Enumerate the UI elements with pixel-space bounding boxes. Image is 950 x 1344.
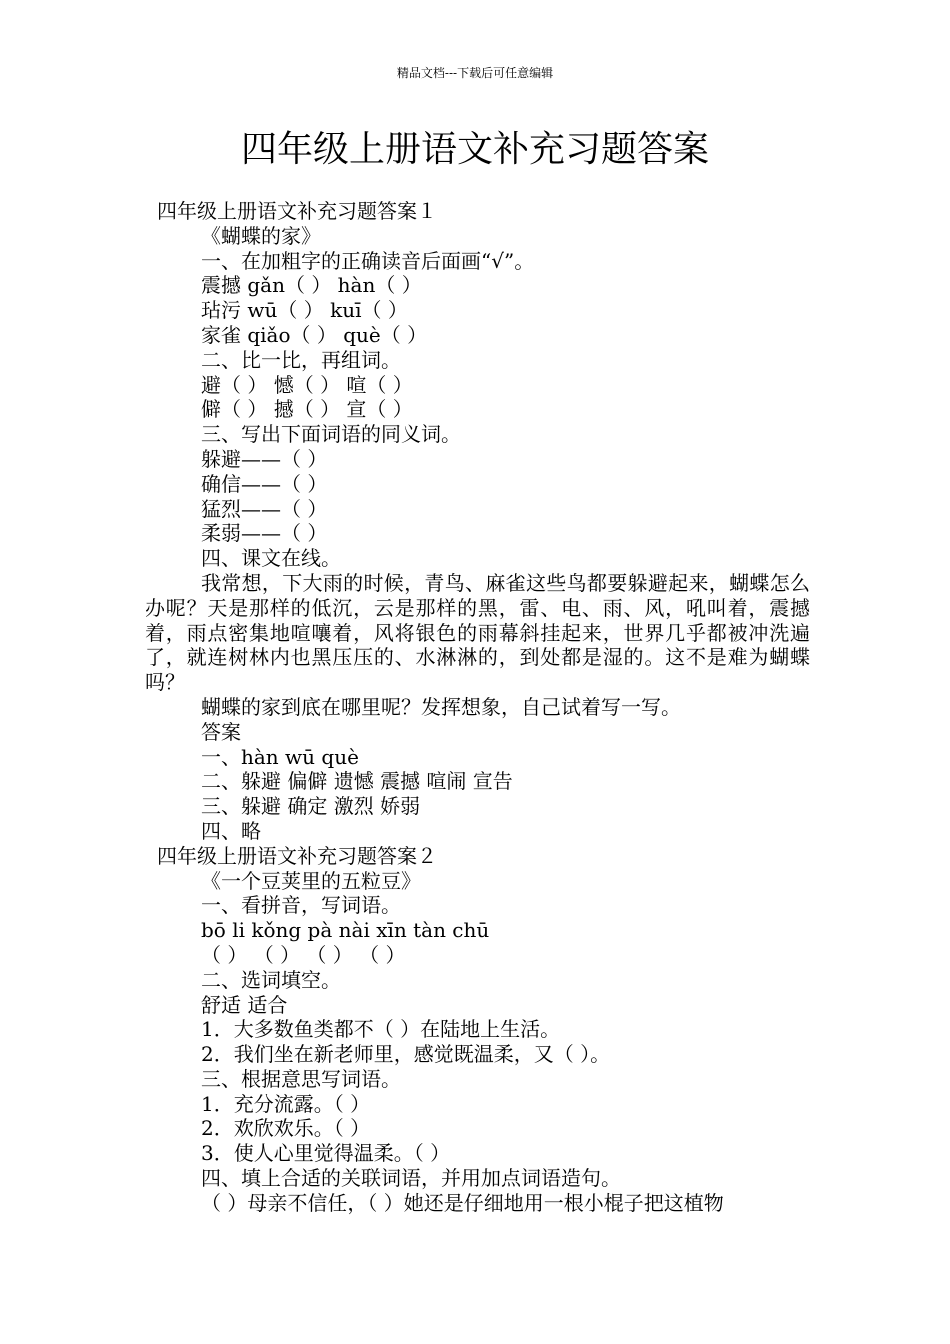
- text-line: 1．大多数鱼类都不（ ）在陆地上生活。: [201, 1017, 561, 1042]
- text-line: 2．我们坐在新老师里，感觉既温柔，又（ ）。: [201, 1042, 611, 1067]
- text-line: 1．充分流露。（ ）: [201, 1091, 371, 1116]
- text-line: 二、比一比，再组词。: [201, 347, 401, 372]
- answer-heading: 答案: [201, 719, 241, 744]
- text-line: 舒适 适合: [201, 992, 288, 1017]
- section-heading: 四年级上册语文补充习题答案１: [157, 199, 437, 223]
- document-title: 四年级上册语文补充习题答案: [240, 129, 709, 170]
- answer-line: 一、hàn wū què: [201, 744, 359, 769]
- text-line: 柔弱——（ ）: [201, 521, 328, 546]
- section-heading: 四年级上册语文补充习题答案２: [157, 843, 437, 868]
- text-line: 四、填上合适的关联词语，并用加点词语造句。: [201, 1166, 621, 1191]
- text-line: 《蝴蝶的家》: [201, 223, 321, 248]
- text-line: 确信——（ ）: [201, 471, 328, 496]
- text-line: （ ） （ ） （ ） （ ）: [201, 942, 406, 967]
- text-line: 蝴蝶的家到底在哪里呢？发挥想象，自己试着写一写。: [201, 694, 681, 719]
- reading-passage: 我常想，下大雨的时候，青鸟、麻雀这些鸟都要躲避起来，蝴蝶怎么办呢？天是那样的低沉，云是那样的黑，雷、电、雨、风，吼叫着，震撼着，雨点密集地喧嚷着，风将银色的雨幕斜挂起来，世界几乎都被冲洗遍了，就连树林内也黑压压的、水淋淋的，到处都是湿的。这不是难为蝴蝶吗？: [145, 570, 810, 695]
- text-line: 三、写出下面词语的同义词。: [201, 422, 461, 447]
- text-line: 三、根据意思写词语。: [201, 1066, 401, 1091]
- answer-line: 二、躲避 偏僻 遗憾 震撼 喧闹 宣告: [201, 769, 513, 794]
- text-line: 家雀 qiǎo（ ） què（ ）: [201, 322, 428, 347]
- text-line: 四、课文在线。: [201, 546, 341, 571]
- answer-line: 三、躲避 确定 激烈 娇弱: [201, 794, 421, 819]
- text-line: 躲避——（ ）: [201, 446, 328, 471]
- text-line: 二、选词填空。: [201, 967, 341, 992]
- header-note: 精品文档---下载后可任意编辑: [396, 66, 554, 80]
- text-line: bō li kǒng pà nài xīn tàn chū: [201, 918, 490, 943]
- text-line: 震撼 gǎn（ ） hàn（ ）: [201, 273, 422, 298]
- text-line: 玷污 wū（ ） kuī（ ）: [201, 298, 408, 323]
- text-line: （ ）母亲不信任，（ ）她还是仔细地用一根小棍子把这植物: [201, 1190, 724, 1215]
- document-body: [145, 199, 810, 1216]
- text-line: 一、在加粗字的正确读音后面画“√”。: [201, 248, 535, 273]
- answer-line: 四、略: [201, 818, 261, 843]
- text-line: 僻（ ） 撼（ ） 宣（ ）: [201, 397, 413, 422]
- text-line: 《一个豆荚里的五粒豆》: [201, 868, 421, 893]
- text-line: 一、看拼音，写词语。: [201, 893, 401, 918]
- text-line: 2．欢欣欢乐。（ ）: [201, 1116, 371, 1141]
- text-line: 3．使人心里觉得温柔。（ ）: [201, 1141, 451, 1166]
- text-line: 猛烈——（ ）: [201, 496, 328, 521]
- text-line: 避（ ） 憾（ ） 喧（ ）: [201, 372, 413, 397]
